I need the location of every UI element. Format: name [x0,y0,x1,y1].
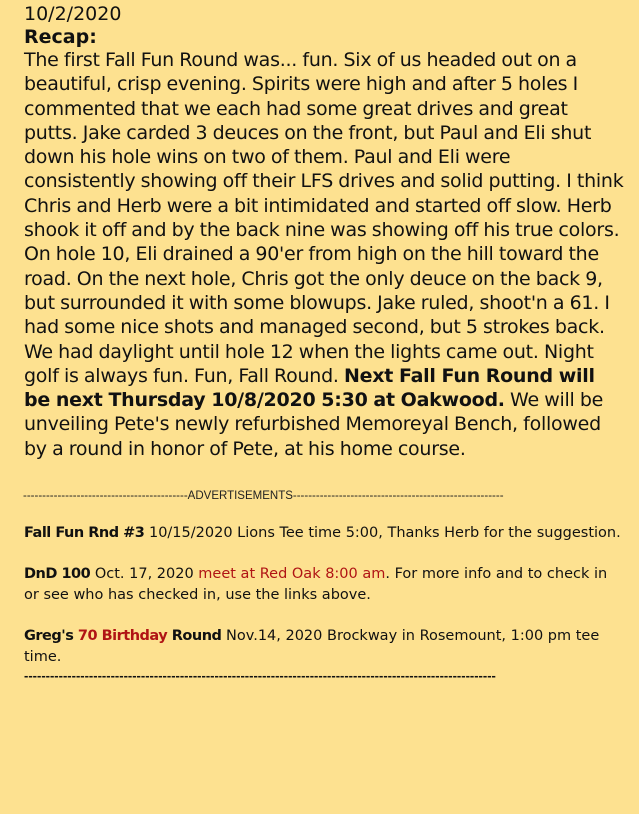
ad-fall-fun-round-3 [24,523,625,544]
ad-title: DnD 100 [24,566,91,583]
ad-text: Oct. 17, 2020 [94,566,199,583]
next-round-details: We will be unveiling Pete's newly refurbished Memoreyal Bench, followed by a round in honor of Pete, at his home course. [24,389,604,460]
ad-text: Nov.14, 2020 Brockway in Rosemount, 1:00 pm tee time. [24,628,600,666]
ad-greg-birthday-round [24,626,625,668]
ad-title-start: Greg's [24,628,78,645]
post-date: 10/2/2020 [24,3,122,25]
ad-text: 10/15/2020 Lions Tee time 5:00, Thanks Herb for the suggestion. [144,525,621,542]
next-round-announcement: Next Fall Fun Round will be next Thursday 10/8/2020 5:30 at Oakwood. [24,364,595,412]
recap-text: The first Fall Fun Round was... fun. Six of us headed out on a beautiful, crisp evening. Spirits were high and after 5 holes I commented that we each had some great drives and great putts. Jake carded 3 deuces on the front, but Paul and Eli shut down his hole wins on two of them. Paul and Eli were consistently showing off their LFS drives and solid putting. I think Chris and Herb were a bit intimidated and started off slow. Herb shook it off and by the back nine was showing off his true colors. On hole 10, Eli drained a 90'er from high on the hill toward the road. On the next hole, Chris got the only deuce on the back 9, but surrounded it with some blowups. Jake ruled, shoot'n a 61. I had some nice shots and managed second, but 5 strokes back. We had daylight until hole 12 when the lights came out. Night golf is always fun. Fun, Fall Round. [24,49,624,387]
ad-title-end: Round [167,628,222,645]
advertisements-divider: -------------------------------------------ADVERTISEMENTS------------------------------------------------------- [23,490,504,503]
page [0,2,639,814]
ad-title-birthday: 70 Birthday [77,628,168,645]
ad-dnd-100 [24,564,625,606]
recap-heading: Recap: [24,26,97,48]
ad-meet-location: meet at Red Oak 8:00 am [198,566,386,583]
bottom-divider: ------------------------------------------------------------------------------------------------------------- [24,669,496,684]
recap-paragraph [24,48,625,461]
ad-text-more: . For more info and to check in or see who has checked in, use the links above. [24,566,608,604]
ad-title: Fall Fun Rnd #3 [24,525,145,542]
